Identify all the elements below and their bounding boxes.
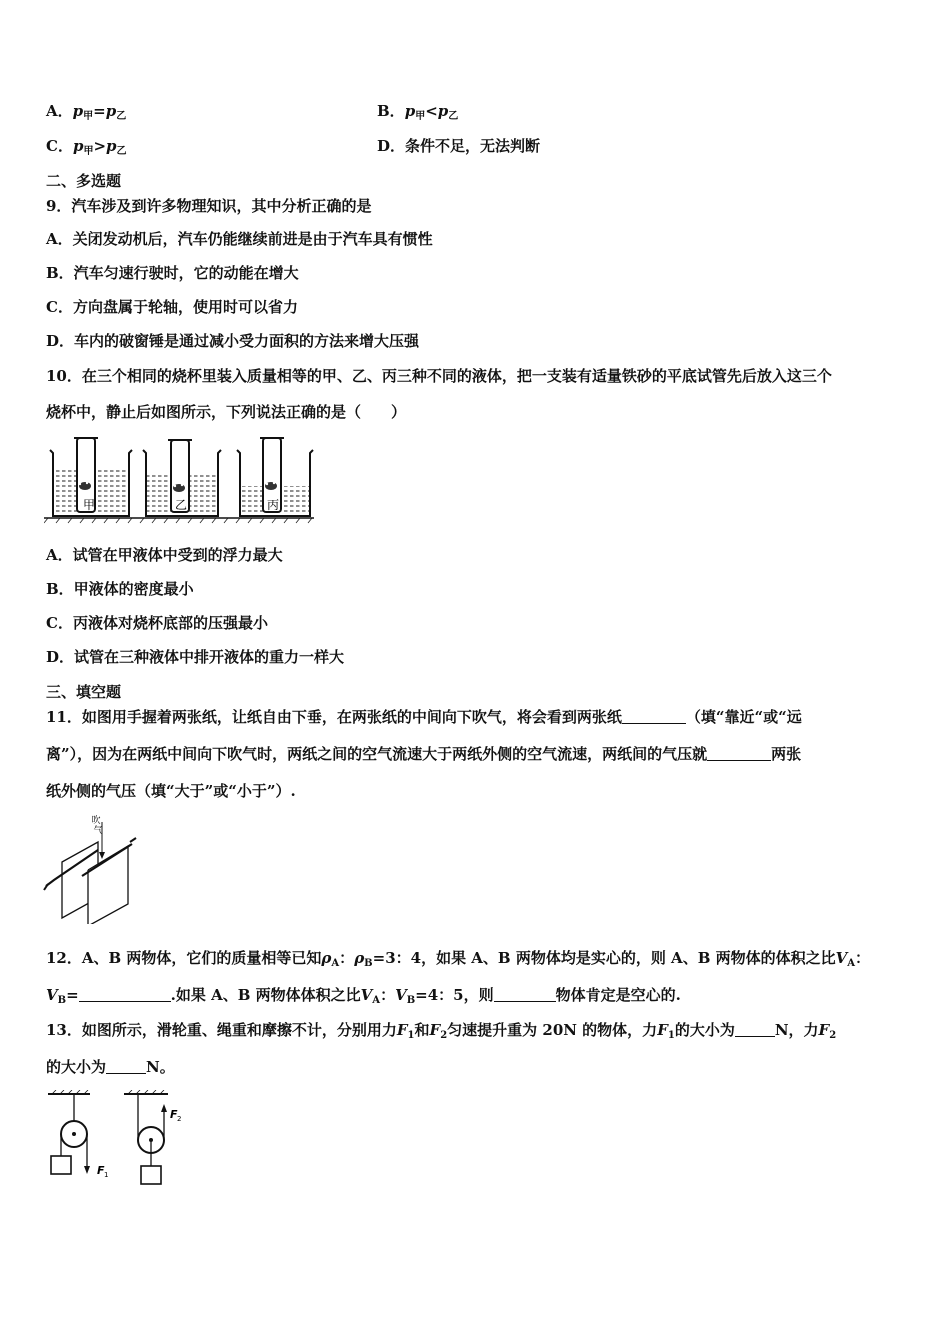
subscript: A [372,995,381,1006]
q11-line2 [46,744,801,764]
movable-pulley [124,1090,181,1184]
q10-option-c[interactable]: C．丙液体对烧杯底部的压强最小 [46,614,268,632]
subscript: 甲 [415,111,426,122]
q9-option-c[interactable]: C．方向盘属于轮轴，使用时可以省力 [46,298,298,316]
subscript: 乙 [116,111,127,122]
beaker-label-bing: 丙 [266,498,280,512]
option-label: C． [46,137,73,155]
subscript: 乙 [448,111,459,122]
q12-text: =3：4，如果 A、B 两物体均是实心的，则 A、B 两物体的体积之比 [372,949,836,967]
operator: < [425,102,438,120]
q13-text: 和 [414,1021,430,1039]
q11-line1 [46,707,802,727]
beakers-figure [44,434,316,524]
q8-option-b[interactable] [377,101,458,127]
q12-text: = [66,986,79,1004]
q10-option-b[interactable]: B．甲液体的密度最小 [46,580,194,598]
volume-symbol: V [360,986,373,1004]
option-label: A． [46,102,73,120]
answer-blank[interactable] [494,987,556,1002]
q10-stem-line2: 烧杯中，静止后如图所示，下列说法正确的是（ ） [46,403,407,421]
q13-text: N。 [146,1058,175,1076]
blow-label-1: 吹 [91,816,101,826]
subscript: A [331,958,340,969]
q9-option-d[interactable]: D．车内的破窗锤是通过减小受力面积的方法来增大压强 [46,332,420,350]
option-text: 条件不足，无法判断 [405,137,541,155]
q11-text: （填“靠近“或“远 [685,708,802,726]
pressure-symbol: p [106,137,117,155]
force-label-f1: F [97,1164,105,1177]
beaker-jia [50,438,132,516]
pressure-symbol: p [404,102,416,120]
pressure-symbol: p [437,102,449,120]
q11-text: 两张 [771,745,802,763]
section-title-fill-in: 三、填空题 [46,683,122,701]
subscript: B [364,958,373,969]
force-symbol: F [818,1021,830,1039]
subscript: 2 [829,1030,837,1041]
subscript: B [57,995,67,1006]
force-label-f2-sub: 2 [177,1115,182,1123]
q10-stem-line1: 10．在三个相同的烧杯里装入质量相等的甲、乙、丙三种不同的液体，把一支装有适量铁砂的平底试管先后放入这三个 [46,367,832,385]
beaker-label-yi: 乙 [174,498,188,512]
pressure-symbol: p [72,102,84,120]
operator: > [93,137,107,155]
operator: = [93,102,106,120]
q11-text: 离”），因为在两纸中间向下吹气时，两纸之间的空气流速大于两纸外侧的空气流速，两纸间的气压就 [46,745,708,763]
q11-line3: 纸外侧的气压（填“大于”或“小于”）. [46,782,296,800]
option-label: D． [377,137,406,155]
section-title-multiple-choice: 二、多选题 [46,172,122,190]
subscript: 1 [667,1030,675,1041]
q10-option-a[interactable]: A．试管在甲液体中受到的浮力最大 [46,546,283,564]
weight-block [51,1156,71,1174]
q9-option-a[interactable]: A．关闭发动机后，汽车仍能继续前进是由于汽车具有惯性 [46,230,433,248]
weight-block [141,1166,161,1184]
q12-text: .如果 A、B 两物体体积之比 [170,986,361,1004]
answer-blank[interactable] [735,1022,775,1037]
volume-symbol: V [46,986,58,1004]
fixed-pulley [48,1090,108,1179]
pulley-figure [44,1090,194,1194]
beaker-bing [237,438,313,516]
q8-option-d[interactable] [377,136,540,156]
q13-text: 13．如图所示，滑轮重、绳重和摩擦不计，分别用力 [46,1021,397,1039]
force-label-f1-sub: 1 [104,1171,109,1179]
force-symbol: F [429,1021,441,1039]
q8-option-a[interactable] [46,101,126,127]
q11-text: 11．如图用手握着两张纸，让纸自由下垂，在两张纸的中间向下吹气，将会看到两张纸 [46,708,622,726]
beaker-yi [143,440,221,516]
subscript: A [847,958,855,969]
force-label-f2: F [170,1108,178,1121]
colon: ： [855,949,871,967]
colon: ： [339,949,355,967]
q12-line1 [46,948,870,974]
q12-text: 12．A、B 两物体，它们的质量相等已知 [46,949,322,967]
force-symbol: F [657,1021,668,1039]
answer-blank[interactable] [79,987,171,1002]
q13-text: N，力 [774,1021,819,1039]
volume-symbol: V [835,949,848,967]
subscript: B [406,995,416,1006]
beaker-label-jia: 甲 [82,498,96,512]
answer-blank[interactable] [707,746,771,761]
rho-symbol: ρ [354,949,365,967]
volume-symbol: V [395,986,407,1004]
paper-blowing-figure [40,812,150,924]
q12-line2 [46,985,681,1011]
answer-blank[interactable] [106,1059,146,1074]
q12-text: 物体肯定是空心的. [555,986,681,1004]
subscript: 甲 [83,111,94,122]
q13-line2 [46,1057,175,1077]
pressure-symbol: p [105,102,117,120]
answer-blank[interactable] [622,709,686,724]
subscript: 甲 [83,146,94,157]
subscript: 乙 [116,146,127,157]
q10-option-d[interactable]: D．试管在三种液体中排开液体的重力一样大 [46,648,345,666]
colon: ： [380,986,396,1004]
force-symbol: F [396,1021,408,1039]
rho-symbol: ρ [321,949,332,967]
q9-stem: 9．汽车涉及到许多物理知识，其中分析正确的是 [46,197,372,215]
subscript: 2 [440,1030,448,1041]
q9-option-b[interactable]: B．汽车匀速行驶时，它的动能在增大 [46,264,299,282]
option-label: B． [377,102,405,120]
q13-text: 的大小为 [46,1058,107,1076]
q13-text: 的大小为 [674,1021,735,1039]
subscript: 1 [407,1030,415,1041]
q13-line1 [46,1020,836,1046]
pressure-symbol: p [72,137,84,155]
q8-option-c[interactable] [46,136,127,162]
q12-text: =4：5，则 [415,986,494,1004]
blow-label-2: 气 [93,826,103,836]
q13-text: 匀速提升重为 20N 的物体，力 [447,1021,658,1039]
